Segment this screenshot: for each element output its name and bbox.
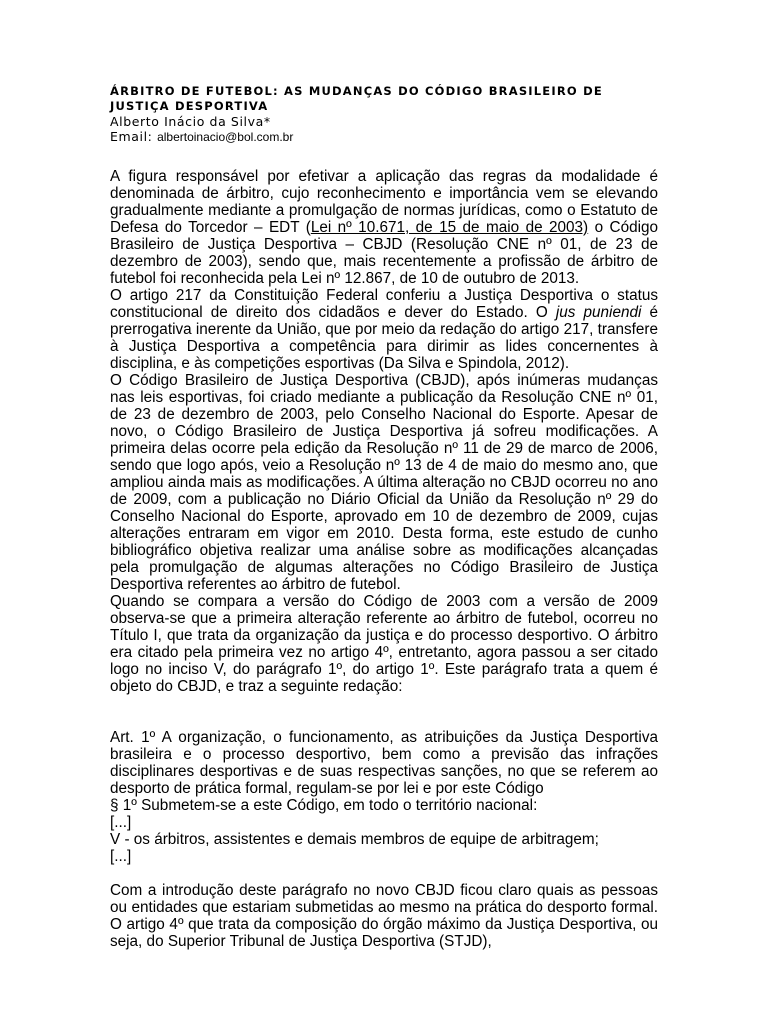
paragraph-5: Com a introdução deste parágrafo no novo CBJD ficou claro quais as pessoas ou entidades que estariam submetidas ao mesmo na prática do desporto formal. O artigo 4º que trata da composição do órgão máximo da Justiça Desportiva, ou seja, do Superior Tribunal de Justiça Desportiva (STJD), [110, 882, 658, 950]
quote-ellipsis: [...] [110, 814, 132, 831]
paragraph-1-text-a: A figura responsável por efetivar a aplicação das regras da modalidade é denominada de árbitro, cujo reconhecimento e importância vem se elevando gradualmente mediante a promulgação de normas jurídicas, como o Estatuto de Defesa do Torcedor – EDT ( [110, 168, 658, 236]
author-name: Alberto Inácio da Silva* [110, 114, 271, 129]
law-reference-link[interactable]: Lei nº 10.671, de 15 de maio de 2003) [310, 219, 589, 236]
paragraph-2-text-a: O artigo 217 da Constituição Federal conferiu a Justiça Desportiva o status constitucional de direito dos cidadãos e dever do Estado. O [110, 287, 658, 321]
quote-inciso: V - os árbitros, assistentes e demais membros de equipe de arbitragem; [110, 831, 599, 848]
quote-article: Art. 1º A organização, o funcionamento, as atribuições da Justiça Desportiva brasileira e o processo desportivo, bem como a previsão das infrações disciplinares desportivas e de suas respectivas sanções, no que se referem ao desporto de prática formal, regulam-se por lei e por este Código [110, 729, 658, 797]
article-title: ÁRBITRO DE FUTEBOL: AS MUDANÇAS DO CÓDIGO BRASILEIRO DE JUSTIÇA DESPORTIVA [110, 84, 603, 113]
paragraph-1 [110, 168, 658, 287]
latin-term: jus puniendi [555, 304, 642, 321]
paragraph-2 [110, 287, 658, 372]
legal-quote [110, 729, 658, 865]
paragraph-4: Quando se compara a versão do Código de 2003 com a versão de 2009 observa-se que a primeira alteração referente ao árbitro de futebol, ocorreu no Título I, que trata da organização da justiça e do processo desportivo. O árbitro era citado pela primeira vez no artigo 4º, entretanto, agora passou a ser citado logo no inciso V, do parágrafo 1º, do artigo 1º. Este parágrafo trata a quem é objeto do CBJD, e traz a seguinte redação: [110, 593, 658, 695]
quote-paragraph: § 1º Submetem-se a este Código, em todo o território nacional: [110, 797, 538, 814]
quote-ellipsis: [...] [110, 848, 132, 865]
paragraph-1-text-b: o Código Brasileiro de Justiça Desportiva – CBJD (Resolução CNE nº 01, de 23 de dezembro de 2003), sendo que, mais recentemente a profissão de árbitro de futebol foi reconhecida pela Lei nº 12.867, de 10 de outubro de 2013. [110, 219, 659, 287]
paragraph-2-text-b: é prerrogativa inerente da União, que por meio da redação do artigo 217, transfere à Justiça Desportiva a competência para dirimir as lides concernentes à disciplina, e às competições esportivas (Da Silva e Spindola, 2012). [110, 304, 658, 372]
document-page [110, 84, 658, 950]
email-address[interactable]: albertoinacio@bol.com.br [157, 130, 294, 144]
paragraph-3: O Código Brasileiro de Justiça Desportiva (CBJD), após inúmeras mudanças nas leis esportivas, foi criado mediante a publicação da Resolução CNE nº 01, de 23 de dezembro de 2003, pelo Conselho Nacional do Esporte. Apesar de novo, o Código Brasileiro de Justiça Desportiva já sofreu modificações. A primeira delas ocorre pela edição da Resolução nº 11 de 29 de marco de 2006, sendo que logo após, veio a Resolução nº 13 de 4 de maio do mesmo ano, que ampliou ainda mais as modificações. A última alteração no CBJD ocorreu no ano de 2009, com a publicação no Diário Oficial da União da Resolução nº 29 do Conselho Nacional do Esporte, aprovado em 10 de dezembro de 2009, cujas alterações entraram em vigor em 2010. Desta forma, este estudo de cunho bibliográfico objetiva realizar uma análise sobre as modificações alcançadas pela promulgação de algumas alterações no Código Brasileiro de Justiça Desportiva referentes ao árbitro de futebol. [110, 372, 658, 593]
author-email [110, 129, 658, 145]
email-label: Email: [110, 129, 153, 144]
